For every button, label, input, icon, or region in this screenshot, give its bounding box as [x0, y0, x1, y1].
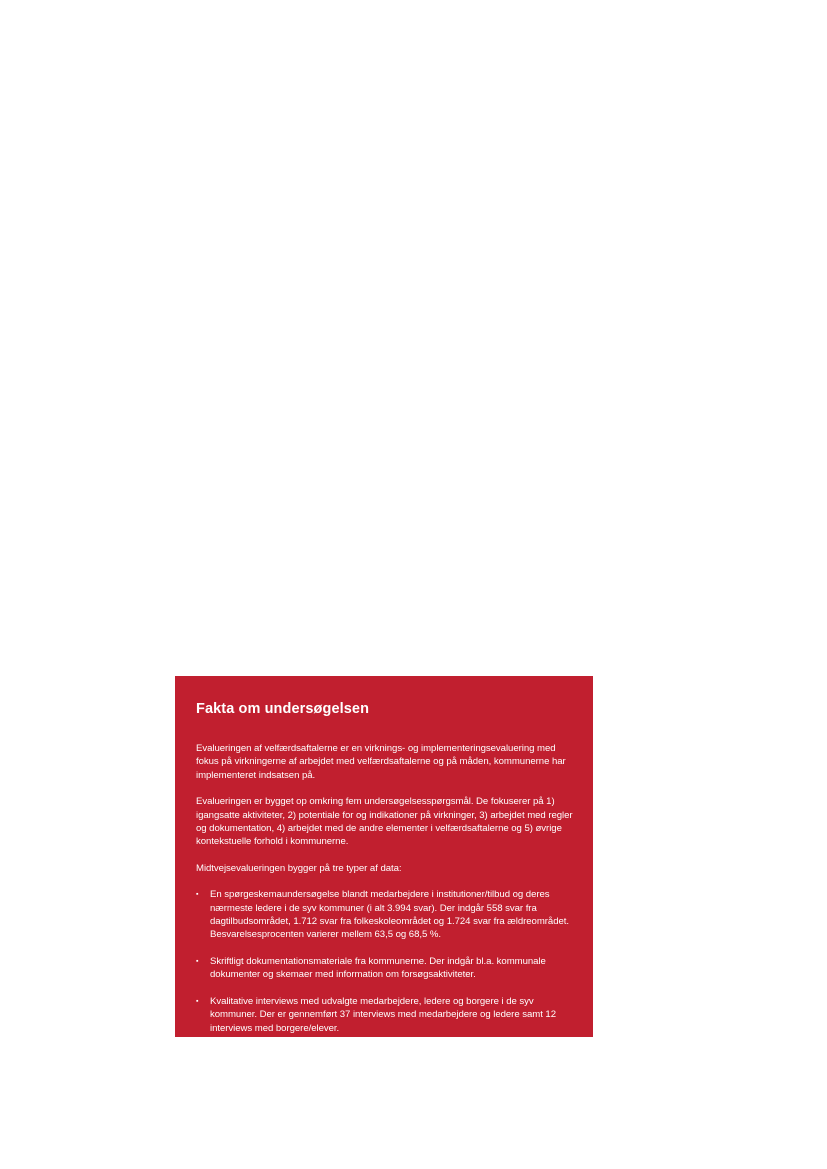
- fact-box: [175, 676, 593, 1037]
- bullet-text: En spørgeskemaundersøgelse blandt medarbejdere i institutioner/tilbud og deres nærmeste ledere i de syv kommuner (i alt 3.994 svar). Der indgår 558 svar fra dagtilbudsområdet, 1.712 svar fra folkeskoleområdet og 1.724 svar fra ældreområdet. Besvarelsesprocenten varierer mellem 63,5 og 68,5 %.: [210, 889, 570, 941]
- bullet-icon: ▪: [196, 997, 199, 1005]
- fact-box-paragraph: Evalueringen af velfærdsaftalerne er en virknings- og implementeringsevaluering med fokus på virkningerne af arbejdet med velfærdsaftalerne og på måden, kommunerne har implementeret indsatsen på.: [196, 743, 566, 781]
- bullet-text: Kvalitative interviews med udvalgte medarbejdere, ledere og borgere i de syv kommuner. Der er gennemført 37 interviews med medarbejdere og ledere samt 12 interviews med borgere/elever.: [210, 995, 557, 1034]
- list-item: [196, 955, 573, 982]
- fact-box-title: Fakta om undersøgelsen: [196, 701, 370, 717]
- bullet-text: Skriftligt dokumentationsmateriale fra kommunerne. Der indgår bl.a. kommunale dokumenter og skemaer med information om forsøgsaktiviteter.: [210, 955, 546, 981]
- bullet-icon: ▪: [196, 957, 199, 965]
- fact-box-bullet-list: [196, 888, 573, 1035]
- list-item: [196, 888, 573, 942]
- bullet-icon: ▪: [196, 891, 199, 899]
- fact-box-paragraph: Midtvejsevalueringen bygger på tre typer af data:: [196, 862, 402, 874]
- fact-box-paragraph: Evalueringen er bygget op omkring fem undersøgelsesspørgsmål. De fokuserer på 1) igangsatte aktiviteter, 2) potentiale for og indikationer på virkninger, 3) arbejdet med regler og dokumentation, 4) arbejdet med de andre elementer i velfærdsaftalerne og 5) øvrige kontekstuelle forhold i kommunerne.: [196, 796, 573, 848]
- list-item: [196, 995, 573, 1035]
